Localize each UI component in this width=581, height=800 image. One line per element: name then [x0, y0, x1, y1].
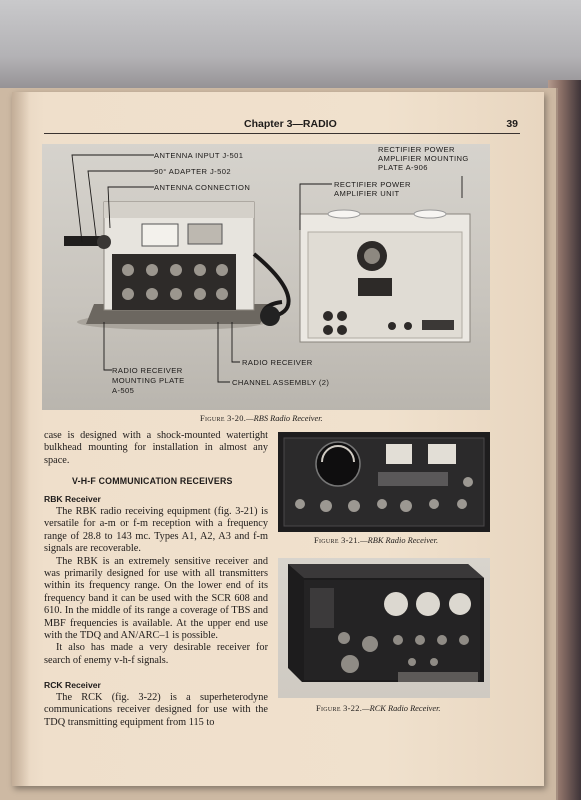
callout-antenna-connection: ANTENNA CONNECTION [154, 183, 251, 192]
figure-3-20-title: —RBS Radio Receiver. [246, 414, 323, 423]
rbk-paragraph-1: The RBK radio receiving equipment (fig. 3-21) is versatile for a-m or f-m reception with a frequency range of 28.8 to 143 mc. Types A1, A2, A3 and f-m signals are recoverable. [44, 506, 268, 555]
callout-receiver-plate-line3: A-505 [112, 386, 135, 395]
callout-receiver-plate-line1: RADIO RECEIVER [112, 366, 183, 375]
figure-3-21-title: —RBK Radio Receiver. [360, 536, 439, 545]
header-rule [44, 133, 520, 134]
rck-paragraph-1: The RCK (fig. 3-22) is a superheterodyne communications receiver designed for use with the TDQ transmitting equipment from 115 to [44, 692, 268, 728]
figure-3-22-caption [316, 704, 441, 713]
figure-3-20-photo [42, 144, 490, 410]
rck-receiver-illustration [278, 558, 490, 698]
figure-3-21-photo [278, 432, 490, 532]
callout-rectifier-plate-line2: AMPLIFIER MOUNTING [378, 154, 469, 163]
figure-3-22-title: —RCK Radio Receiver. [362, 704, 441, 713]
callout-antenna-input: ANTENNA INPUT J-501 [154, 151, 244, 160]
callout-receiver-plate-line2: MOUNTING PLATE [112, 376, 185, 385]
callout-channel-assembly: CHANNEL ASSEMBLY (2) [232, 378, 330, 387]
callout-rectifier-unit-line1: RECTIFIER POWER [334, 180, 411, 189]
chapter-title: Chapter 3—RADIO [244, 118, 337, 130]
intro-paragraph [44, 430, 268, 467]
background-top [0, 0, 581, 95]
figure-3-20-caption [200, 414, 323, 423]
callout-rectifier-plate-line3: PLATE A-906 [378, 163, 428, 172]
callout-adapter: 90° ADAPTER J-502 [154, 167, 231, 176]
figure-3-22-label: Figure 3-22. [316, 704, 363, 713]
callout-radio-receiver: RADIO RECEIVER [242, 358, 313, 367]
rbk-paragraph-2: The RBK is an extremely sensitive receiver and was primarily designed for use with all transmitters within its frequency range. On the lower end of its frequency band it can be used with the SCR 608 and 610. In the middle of its range a coverage of TBS and MBF frequencies is available. At the upper end use with the TDQ and AN/ARC–1 is possible. [44, 555, 268, 642]
rbs-receiver-illustration [42, 144, 490, 410]
rck-heading: RCK Receiver [44, 680, 101, 690]
book-page [12, 92, 544, 786]
page-number: 39 [506, 118, 518, 130]
figure-3-21-label: Figure 3-21. [314, 536, 361, 545]
figure-3-20-label: Figure 3-20. [200, 414, 247, 423]
rbk-heading: RBK Receiver [44, 494, 101, 504]
rbk-section [44, 506, 268, 667]
section-heading: V-H-F COMMUNICATION RECEIVERS [72, 476, 233, 486]
running-header [44, 118, 532, 134]
figure-3-22-photo [278, 558, 490, 698]
intro-text: case is designed with a shock-mounted watertight bulkhead mounting for installation in almost any space. [44, 430, 268, 466]
callout-rectifier-unit-line2: AMPLIFIER UNIT [334, 189, 400, 198]
callout-rectifier-plate-line1: RECTIFIER POWER [378, 145, 455, 154]
page-gutter [12, 92, 30, 786]
figure-3-21-caption [314, 536, 438, 545]
rbk-paragraph-3: It also has made a very desirable receiver for search of enemy v-h-f signals. [44, 642, 268, 666]
rck-section [44, 692, 268, 729]
rbk-receiver-illustration [278, 432, 490, 532]
